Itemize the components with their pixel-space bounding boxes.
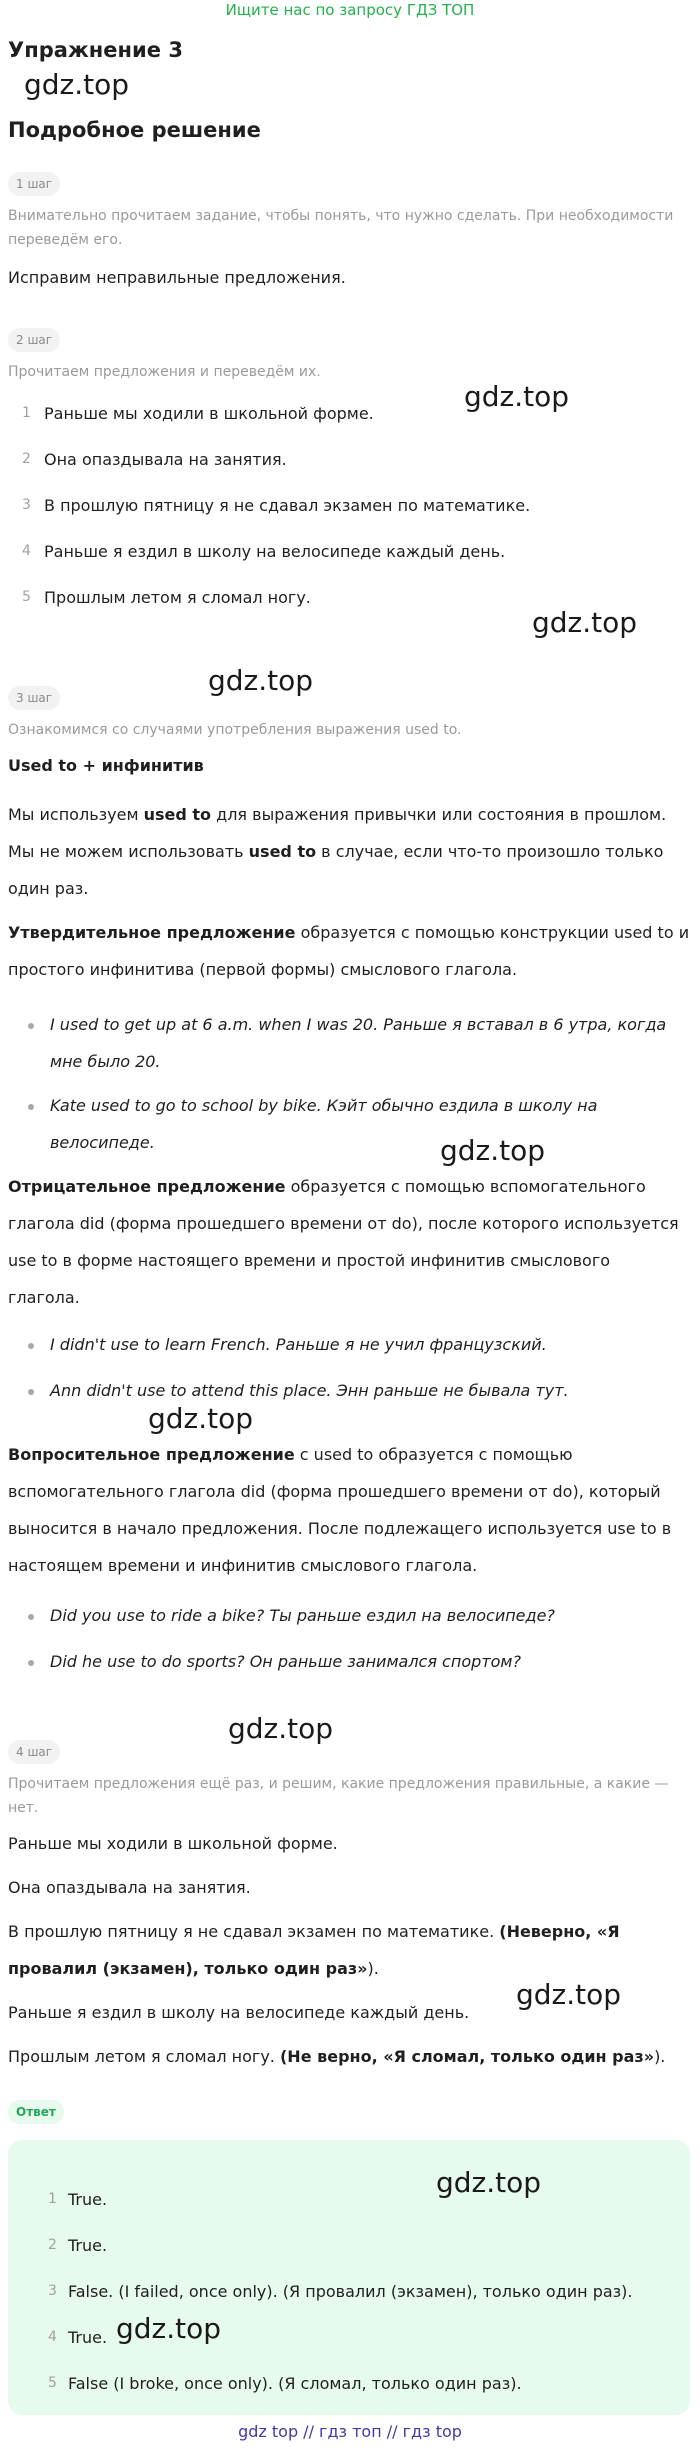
sentence: Она опаздывала на занятия. bbox=[8, 1878, 251, 1897]
paragraph: глагола. bbox=[8, 1288, 80, 1307]
paragraph: простого инфинитива (первой формы) смыслового глагола. bbox=[8, 960, 518, 979]
paragraph: глагола did (форма прошедшего времени от do), после которого используется bbox=[8, 1214, 679, 1233]
bullet bbox=[28, 1389, 34, 1395]
paragraph: Отрицательное предложение образуется с помощью вспомогательного bbox=[8, 1177, 646, 1196]
watermark: gdz.top bbox=[440, 1134, 546, 1167]
paragraph: вспомогательного глагола did (форма прошедшего времени от do), который bbox=[8, 1482, 661, 1501]
paragraph: Мы не можем использовать used to в случае, если что-то произошло только bbox=[8, 842, 664, 861]
example: I used to get up at 6 a.m. when I was 20. Раньше я вставал в 6 утра, когда bbox=[50, 1015, 667, 1034]
answer-item: False (I broke, once only). (Я сломал, только один раз). bbox=[68, 2374, 522, 2393]
watermark: gdz.top bbox=[532, 606, 638, 639]
paragraph: выносится в начало предложения. После подлежащего используется use to в bbox=[8, 1519, 672, 1538]
sentence: В прошлую пятницу я не сдавал экзамен по математике. (Неверно, «Я bbox=[8, 1922, 620, 1941]
bullet bbox=[28, 1614, 34, 1620]
answer-item: True. bbox=[68, 2190, 108, 2209]
paragraph: Утвердительное предложение образуется с помощью конструкции used to и bbox=[8, 923, 690, 942]
paragraph: use to в форме настоящего времени и простой инфинитив смыслового bbox=[8, 1251, 611, 1270]
watermark: gdz.top bbox=[436, 2166, 542, 2199]
sentence: Прошлым летом я сломал ногу. (Не верно, «Я сломал, только один раз»). bbox=[8, 2047, 666, 2066]
step-3-badge: 3 шаг bbox=[8, 686, 60, 710]
rule-heading: Used to + инфинитив bbox=[8, 756, 204, 775]
list-number: 5 bbox=[22, 589, 31, 605]
list-number: 4 bbox=[22, 543, 31, 559]
step-4-badge: 4 шаг bbox=[8, 1740, 60, 1764]
answer-badge: Ответ bbox=[8, 2100, 64, 2124]
list-item: Прошлым летом я сломал ногу. bbox=[44, 588, 311, 607]
paragraph: Вопросительное предложение с used to образуется с помощью bbox=[8, 1445, 573, 1464]
answer-number: 4 bbox=[48, 2329, 57, 2345]
step-1-badge: 1 шаг bbox=[8, 172, 60, 196]
list-item: Она опаздывала на занятия. bbox=[44, 450, 287, 469]
step-2-intro: Прочитаем предложения и переведём их. bbox=[8, 364, 321, 380]
paragraph: один раз. bbox=[8, 879, 89, 898]
answer-number: 1 bbox=[48, 2191, 57, 2207]
sentence: Раньше я ездил в школу на велосипеде каждый день. bbox=[8, 2003, 470, 2022]
paragraph: Мы используем used to для выражения привычки или состояния в прошлом. bbox=[8, 805, 667, 824]
list-item: Раньше я ездил в школу на велосипеде каждый день. bbox=[44, 542, 506, 561]
example: Ann didn't use to attend this place. Энн раньше не бывала тут. bbox=[50, 1381, 569, 1400]
step-2-badge: 2 шаг bbox=[8, 328, 60, 352]
bullet bbox=[28, 1104, 34, 1110]
page-title: Упражнение 3 bbox=[8, 38, 183, 62]
step-4-intro-line: нет. bbox=[8, 1800, 39, 1816]
watermark: gdz.top bbox=[148, 1402, 254, 1435]
step-1-text: Исправим неправильные предложения. bbox=[8, 268, 346, 287]
answer-number: 3 bbox=[48, 2283, 57, 2299]
example: Did he use to do sports? Он раньше занимался спортом? bbox=[50, 1652, 521, 1671]
footer-links[interactable]: gdz top // гдз топ // гдз top bbox=[238, 2422, 462, 2441]
answer-item: True. bbox=[68, 2328, 108, 2347]
example: Did you use to ride a bike? Ты раньше ездил на велосипеде? bbox=[50, 1606, 555, 1625]
bullet bbox=[28, 1660, 34, 1666]
step-4-intro-line: Прочитаем предложения ещё раз, и решим, какие предложения правильные, а какие — bbox=[8, 1776, 669, 1792]
answer-number: 2 bbox=[48, 2237, 57, 2253]
paragraph: настоящем времени и инфинитив смыслового глагола. bbox=[8, 1556, 478, 1575]
solution-heading: Подробное решение bbox=[8, 118, 261, 142]
bullet bbox=[28, 1343, 34, 1349]
sentence: Раньше мы ходили в школьной форме. bbox=[8, 1834, 338, 1853]
answer-item: True. bbox=[68, 2236, 108, 2255]
watermark: gdz.top bbox=[116, 2312, 222, 2345]
answer-number: 5 bbox=[48, 2375, 57, 2391]
example: велосипеде. bbox=[50, 1133, 155, 1152]
watermark: gdz.top bbox=[24, 68, 130, 101]
step-1-intro-line: переведём его. bbox=[8, 232, 123, 248]
sentence: провалил (экзамен), только один раз»). bbox=[8, 1959, 379, 1978]
watermark: gdz.top bbox=[464, 380, 570, 413]
list-number: 1 bbox=[22, 405, 31, 421]
list-item: Раньше мы ходили в школьной форме. bbox=[44, 404, 374, 423]
example: мне было 20. bbox=[50, 1052, 161, 1071]
watermark: gdz.top bbox=[228, 1712, 334, 1745]
list-number: 2 bbox=[22, 451, 31, 467]
list-number: 3 bbox=[22, 497, 31, 513]
example: I didn't use to learn French. Раньше я не учил французский. bbox=[50, 1335, 547, 1354]
bullet bbox=[28, 1023, 34, 1029]
step-3-intro: Ознакомимся со случаями употребления выражения used to. bbox=[8, 722, 462, 738]
top-banner-link[interactable]: Ищите нас по запросу ГДЗ ТОП bbox=[225, 1, 475, 19]
watermark: gdz.top bbox=[208, 664, 314, 697]
example: Kate used to go to school by bike. Кэйт обычно ездила в школу на bbox=[50, 1096, 598, 1115]
answer-item: False. (I failed, once only). (Я провалил (экзамен), только один раз). bbox=[68, 2282, 633, 2301]
watermark: gdz.top bbox=[516, 1978, 622, 2011]
step-1-intro-line: Внимательно прочитаем задание, чтобы понять, что нужно сделать. При необходимости bbox=[8, 208, 674, 224]
list-item: В прошлую пятницу я не сдавал экзамен по математике. bbox=[44, 496, 531, 515]
